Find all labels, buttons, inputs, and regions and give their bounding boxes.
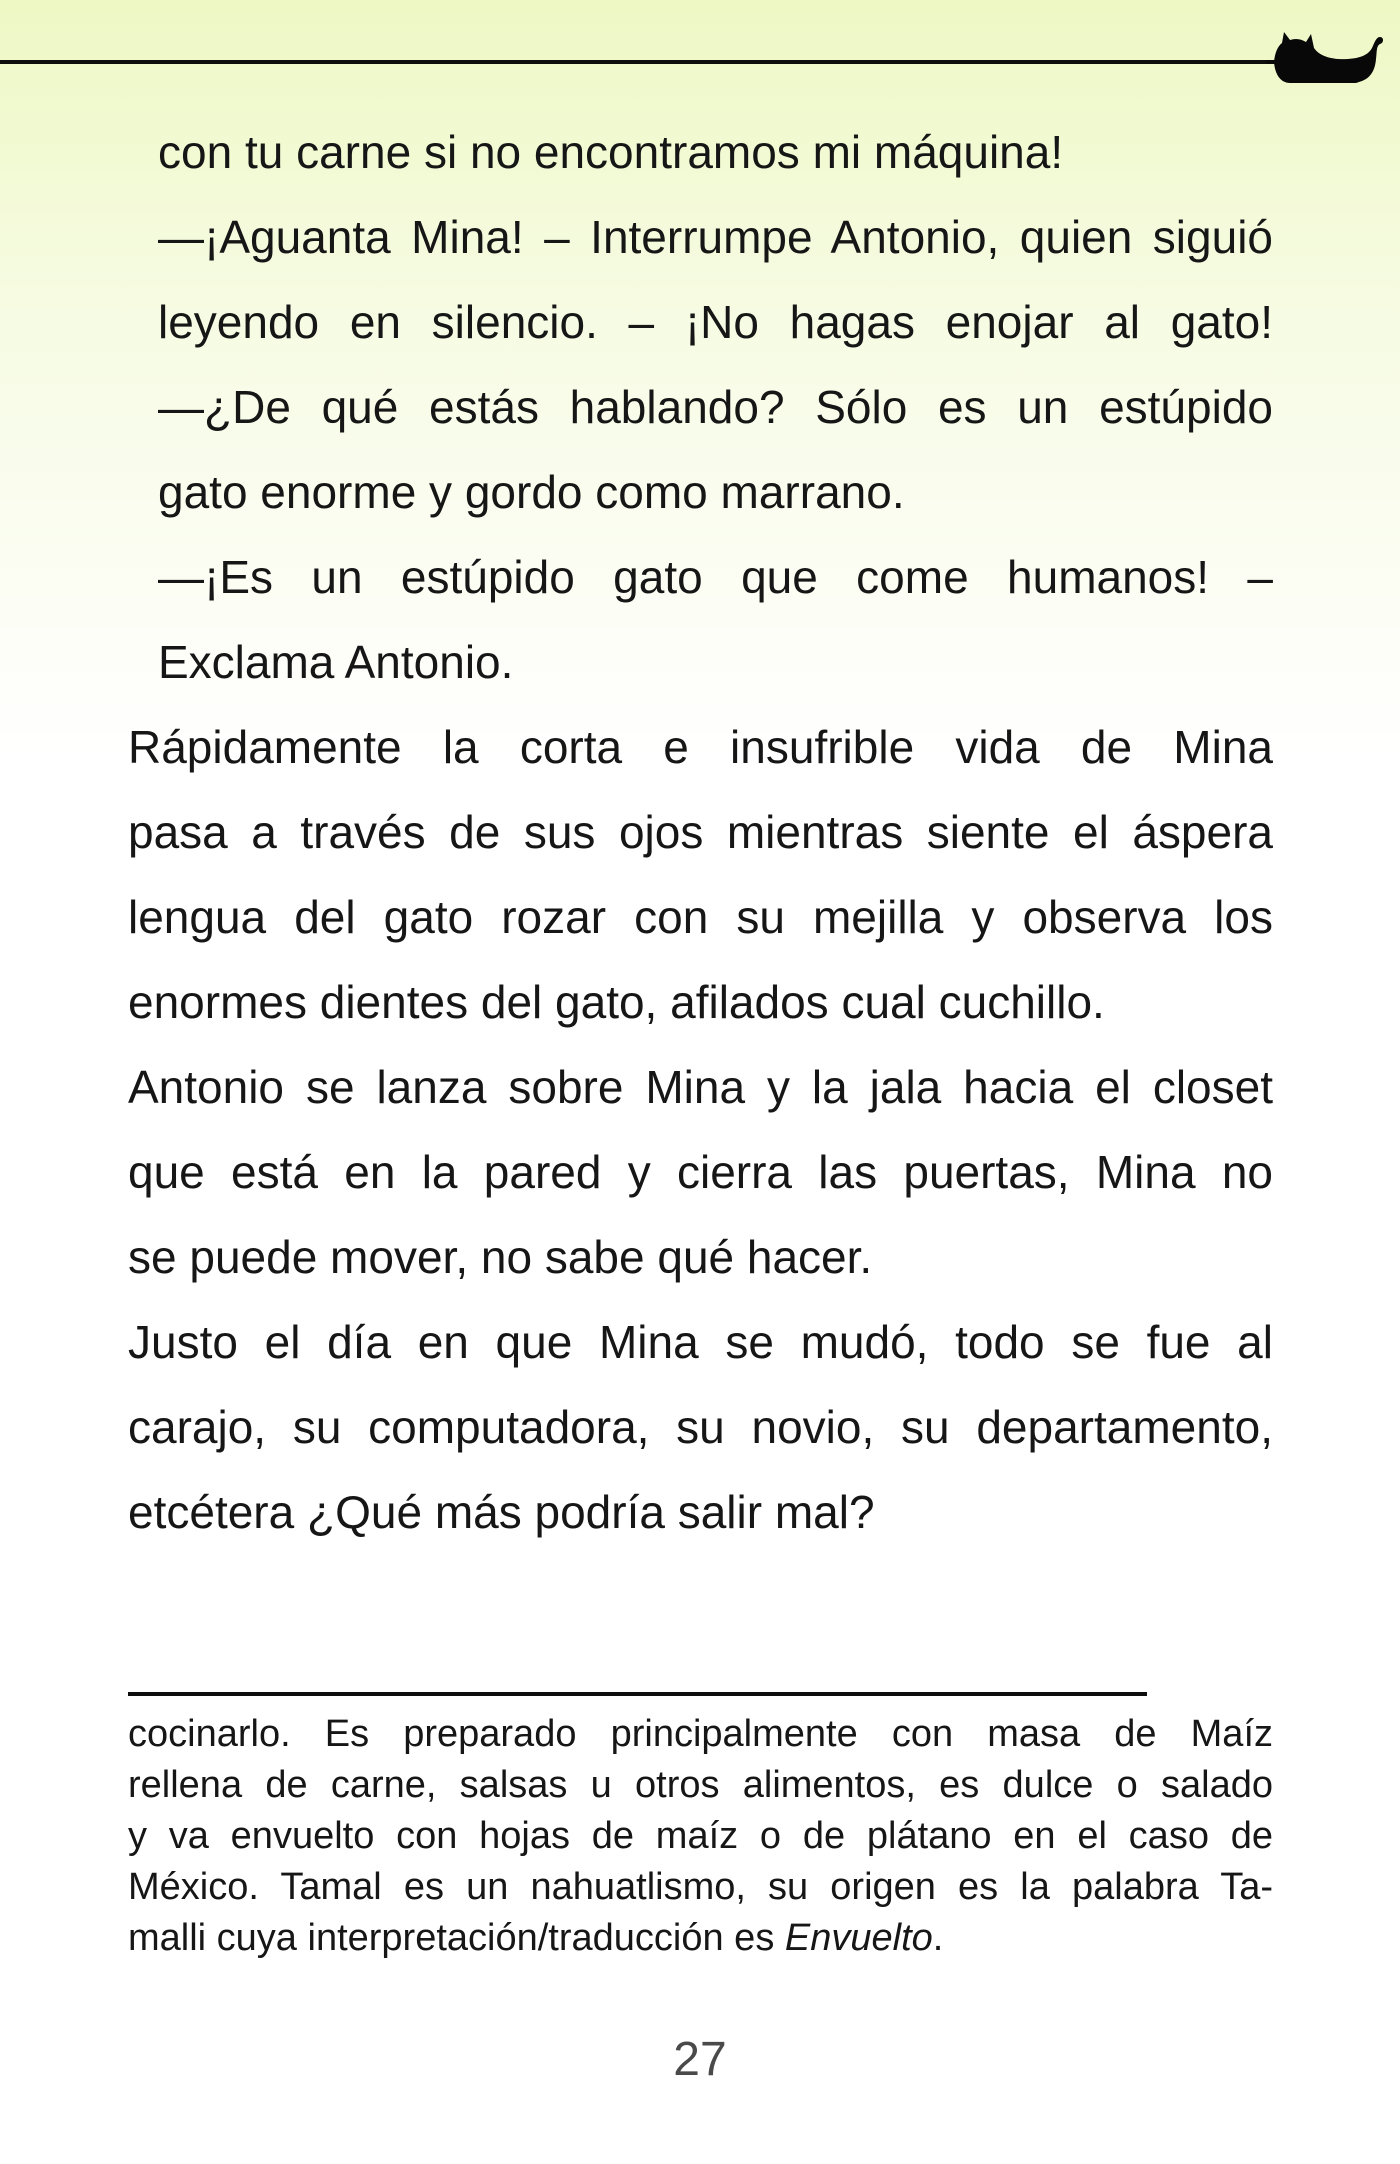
paragraph-line: que está en la pared y cierra las puertas, Mina no [128,1146,1273,1198]
dialogue-line: gato enorme y gordo como marrano. [158,466,905,518]
dialogue-line: Exclama Antonio. [158,636,514,688]
footnote-line: rellena de carne, salsas u otros alimentos, es dulce o salado [128,1764,1273,1806]
paragraph-line: se puede mover, no sabe qué hacer. [128,1231,873,1283]
paragraph-line: carajo, su computadora, su novio, su departamento, [128,1401,1273,1453]
dialogue-line: —¡Aguanta Mina! – Interrumpe Antonio, quien siguió [158,211,1273,263]
paragraph-line: Justo el día en que Mina se mudó, todo se fue al [128,1316,1273,1368]
footnote-period: . [932,1917,944,1959]
footnote-line: y va envuelto con hojas de maíz o de plátano en el caso de [128,1815,1273,1857]
dialogue-line: leyendo en silencio. – ¡No hagas enojar al gato! [158,296,1273,348]
footnote-rule [128,1692,1147,1696]
dialogue-line: —¡Es un estúpido gato que come humanos! – [158,551,1273,603]
footnote-last-line [128,1913,1273,1964]
footnote-text: malli cuya interpretación/traducción es [128,1917,785,1959]
header-rule [0,60,1276,64]
cat-silhouette-icon [1266,22,1386,94]
footnote-line: México. Tamal es un nahuatlismo, su origen es la palabra Ta- [128,1866,1273,1908]
paragraph-line: Antonio se lanza sobre Mina y la jala hacia el closet [128,1061,1273,1113]
dialogue-line: con tu carne si no encontramos mi máquina! [158,126,1064,178]
dialogue-line: —¿De qué estás hablando? Sólo es un estúpido [158,381,1273,433]
paragraph-line: etcétera ¿Qué más podría salir mal? [128,1486,875,1538]
paragraph-line: Rápidamente la corta e insufrible vida de Mina [128,721,1273,773]
footnote-italic-term: Envuelto [784,1917,933,1959]
paragraph-line: enormes dientes del gato, afilados cual cuchillo. [128,976,1105,1028]
paragraph-line: lengua del gato rozar con su mejilla y observa los [128,891,1273,943]
page-number: 27 [673,2033,727,2086]
footnote-line: cocinarlo. Es preparado principalmente con masa de Maíz [128,1713,1273,1755]
paragraph-line: pasa a través de sus ojos mientras siente el áspera [128,806,1273,858]
